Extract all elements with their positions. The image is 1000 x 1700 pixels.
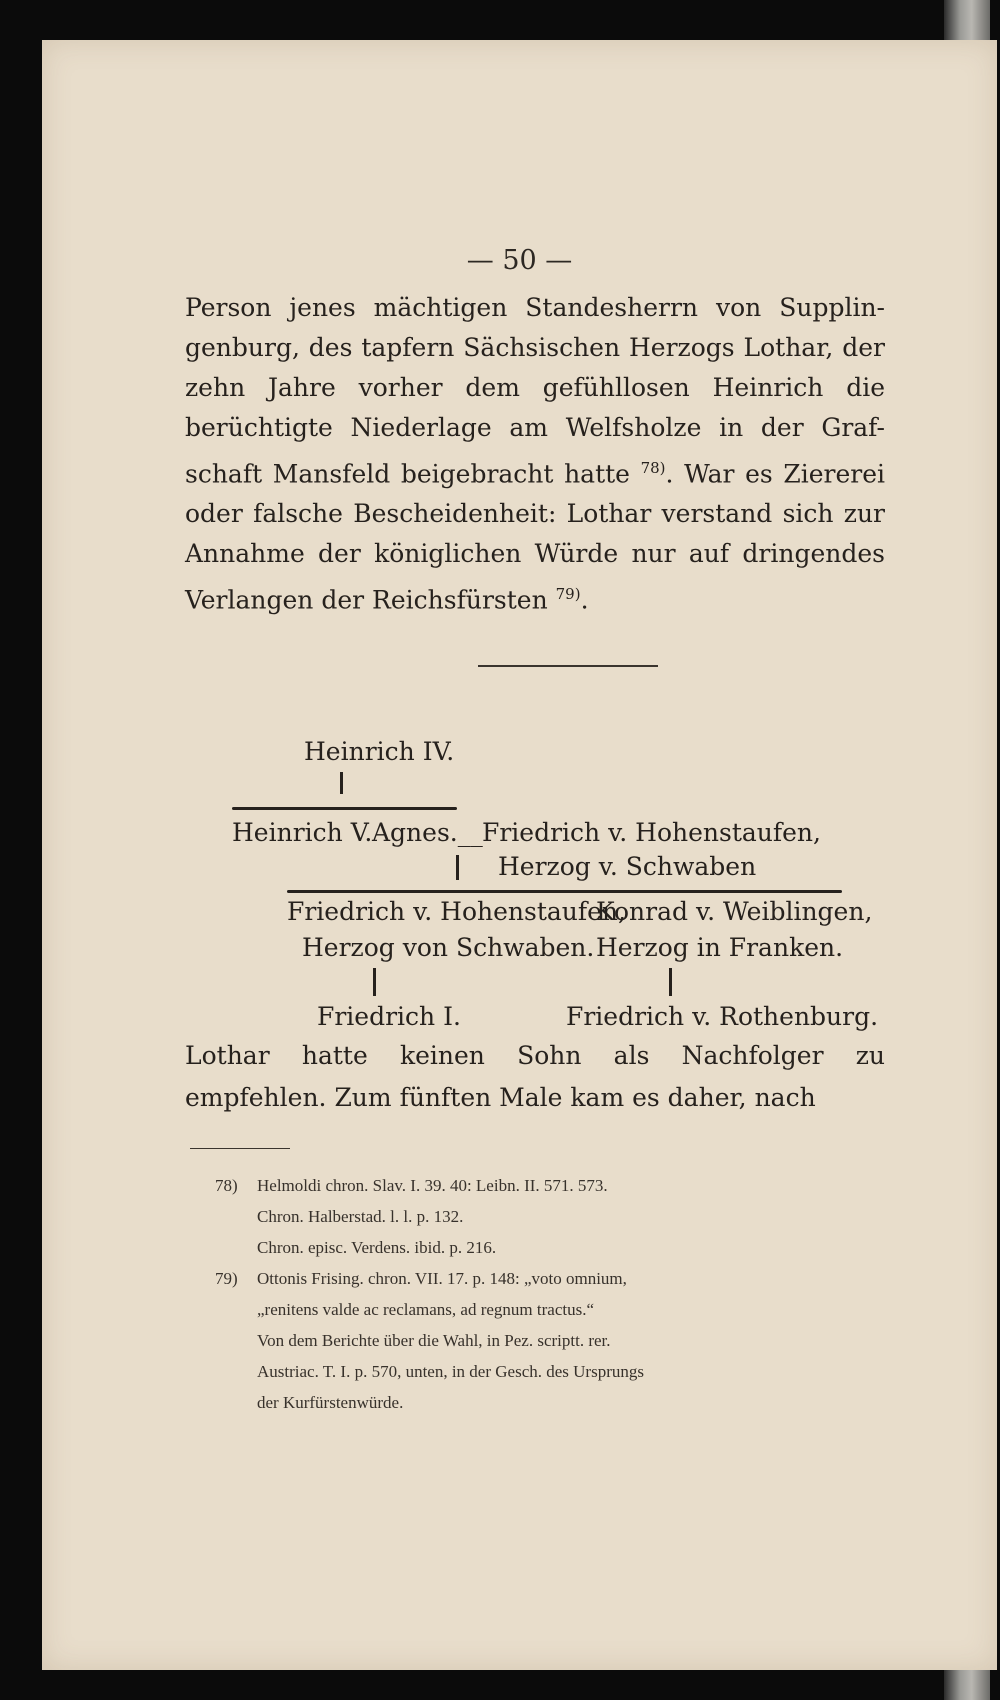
section-divider bbox=[478, 665, 658, 667]
footnote-divider bbox=[190, 1148, 290, 1149]
page-number: — 50 — bbox=[466, 245, 573, 276]
gen-herzog-schwaben-2: Herzog von Schwaben. bbox=[302, 933, 595, 962]
paragraph-text-1: Person jenes mächtigen Standesherrn von Supplin-genburg, des tapfern Sächsischen Herzogs Lothar, der zehn Jahre vorher dem gefühllosen Heinrich die berüchtigte Niederlage am Welfsholze in der Graf-schaft Mansfeld beigebracht hatte bbox=[185, 293, 885, 489]
continuation-paragraph: Lothar hatte keinen Sohn als Nachfolger zu empfehlen. Zum fünften Male kam es daher, nach bbox=[185, 1041, 885, 1112]
gen-line-friedrich-i bbox=[373, 968, 376, 996]
gen-line-rothenburg bbox=[669, 968, 672, 996]
gen-brace-1 bbox=[232, 807, 457, 810]
gen-brace-2 bbox=[287, 890, 842, 893]
gen-friedrich-rothenburg: Friedrich v. Rothenburg. bbox=[566, 1002, 879, 1031]
footnote-78-line-3: Chron. episc. Verdens. ibid. p. 216. bbox=[257, 1238, 497, 1257]
gen-herzog-schwaben-1: Herzog v. Schwaben bbox=[498, 852, 757, 881]
footnote-78-line-2: Chron. Halberstad. l. l. p. 132. bbox=[257, 1207, 464, 1226]
gen-friedrich-i: Friedrich I. bbox=[317, 1002, 461, 1031]
footnote-79-line-1: Ottonis Frising. chron. VII. 17. p. 148: „voto omnium, bbox=[257, 1269, 627, 1288]
footnote-78-number: 78) bbox=[215, 1176, 238, 1195]
footnote-79-line-5: der Kurfürstenwürde. bbox=[257, 1393, 404, 1412]
gen-friedrich-hohenstaufen-2: Friedrich v. Hohenstaufen, bbox=[287, 897, 626, 926]
gen-herzog-franken: Herzog in Franken. bbox=[596, 933, 844, 962]
gen-friedrich-hohenstaufen-1: Friedrich v. Hohenstaufen, bbox=[482, 818, 821, 847]
book-page bbox=[42, 40, 997, 1670]
gen-line-agnes bbox=[456, 855, 459, 880]
gen-line-root bbox=[340, 772, 343, 794]
main-paragraph bbox=[185, 288, 885, 621]
footnote-79-line-3: Von dem Berichte über die Wahl, in Pez. scriptt. rer. bbox=[257, 1331, 611, 1350]
footnote-79 bbox=[215, 1263, 885, 1294]
footnote-79-line-4: Austriac. T. I. p. 570, unten, in der Gesch. des Ursprungs bbox=[257, 1362, 644, 1381]
gen-konrad: Konrad v. Weiblingen, bbox=[596, 897, 873, 926]
paragraph-text-2: . War es Ziererei oder falsche Bescheidenheit: Lothar verstand sich zur Annahme der königlichen Würde nur auf dringendes Verlangen der Reichsfürsten bbox=[185, 459, 885, 615]
footnote-78-line-1: Helmoldi chron. Slav. I. 39. 40: Leibn. II. 571. 573. bbox=[257, 1176, 608, 1195]
gen-heinrich-v: Heinrich V. bbox=[232, 818, 373, 847]
footnote-ref-79: 79) bbox=[555, 585, 581, 604]
paragraph-text-3: . bbox=[580, 585, 589, 615]
footnote-78 bbox=[215, 1170, 885, 1201]
gen-heinrich-iv: Heinrich IV. bbox=[304, 737, 455, 766]
footnote-79-line-2: „renitens valde ac reclamans, ad regnum tractus.“ bbox=[257, 1300, 595, 1319]
footnote-79-number: 79) bbox=[215, 1269, 238, 1288]
footnotes bbox=[215, 1170, 885, 1418]
gen-agnes: Agnes.__ bbox=[372, 818, 483, 847]
footnote-ref-78: 78) bbox=[640, 459, 666, 477]
